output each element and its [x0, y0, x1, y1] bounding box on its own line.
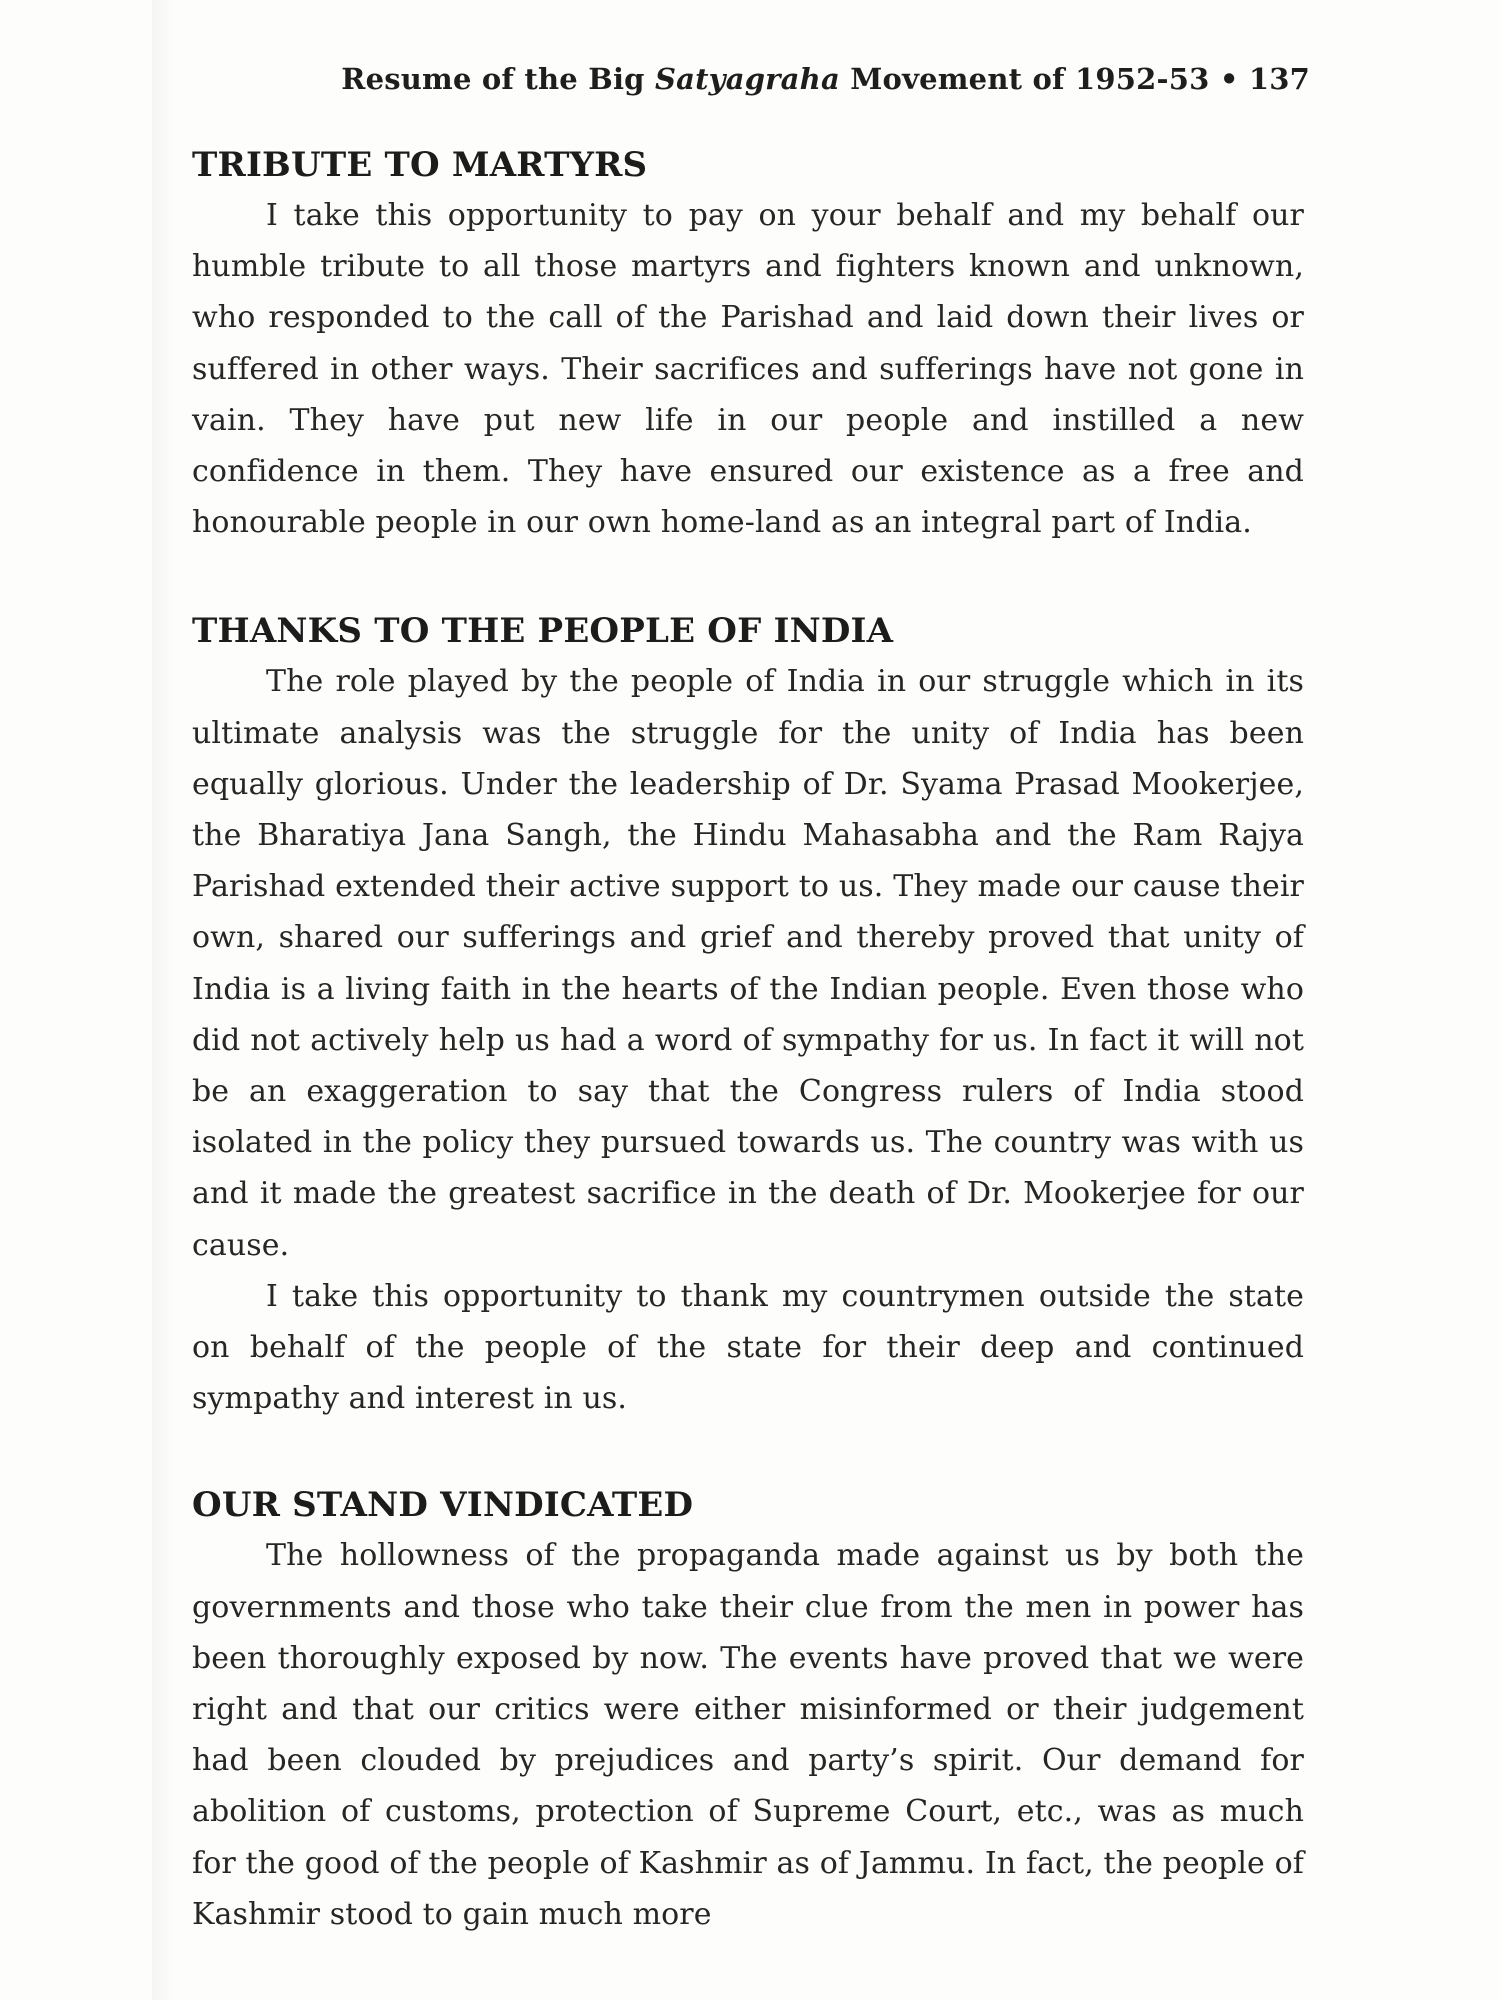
page-body: [192, 140, 1304, 1940]
binding-gutter-shadow: [152, 0, 174, 2000]
paragraph: The role played by the people of India in our struggle which in its ultimate analysis was the struggle for the unity of India has been equally glorious. Under the leadership of Dr. Syama Prasad Mookerjee, the Bharatiya Jana Sangh, the Hindu Mahasabha and the Ram Rajya Parishad extended their active support to us. They made our cause their own, shared our sufferings and grief and thereby proved that unity of India is a living faith in the hearts of the Indian people. Even those who did not actively help us had a word of sympathy for us. In fact it will not be an exaggeration to say that the Congress rulers of India stood isolated in the policy they pursued towards us. The country was with us and it made the greatest sacrifice in the death of Dr. Mookerjee for our cause.: [192, 664, 1304, 1263]
section-heading: TRIBUTE TO MARTYRS: [192, 145, 648, 185]
running-head-suffix: Movement of 1952-53: [850, 62, 1210, 96]
page-number: 137: [1248, 62, 1310, 96]
paragraph: I take this opportunity to thank my countrymen outside the state on behalf of the people of the state for their deep and continued sympathy and interest in us.: [192, 1278, 1304, 1417]
section-gap: [192, 548, 1304, 606]
section-heading: THANKS TO THE PEOPLE OF INDIA: [192, 611, 894, 652]
running-head: [340, 62, 1310, 96]
paragraph: I take this opportunity to pay on your behalf and my behalf our humble tribute to all those martyrs and fighters known and unknown, who responded to the call of the Parishad and laid down their lives or suffered in other ways. Their sacrifices and sufferings have not gone in vain. They have put new life in our people and instilled a new confidence in them. They have ensured our existence as a free and honourable people in our own home-land as an integral part of India.: [192, 198, 1304, 541]
section-heading: OUR STAND VINDICATED: [192, 1485, 694, 1526]
section-gap: [192, 1424, 1304, 1480]
section-thanks-to-the-people-of-india: [192, 606, 1304, 1424]
running-head-separator: •: [1219, 62, 1239, 96]
running-head-italic-word: Satyagraha: [654, 62, 840, 96]
section-our-stand-vindicated: [192, 1480, 1304, 1940]
paragraph: The hollowness of the propaganda made against us by both the governments and those who take their clue from the men in power has been thoroughly exposed by now. The events have proved that we were right and that our critics were either misinformed or their judgement had been clouded by prejudices and party’s spirit. Our demand for abolition of customs, protection of Supreme Court, etc., was as much for the good of the people of Kashmir as of Jammu. In fact, the people of Kashmir stood to gain much more: [192, 1538, 1304, 1932]
running-head-prefix: Resume of the Big: [341, 62, 645, 96]
section-tribute-to-martyrs: [192, 140, 1304, 548]
